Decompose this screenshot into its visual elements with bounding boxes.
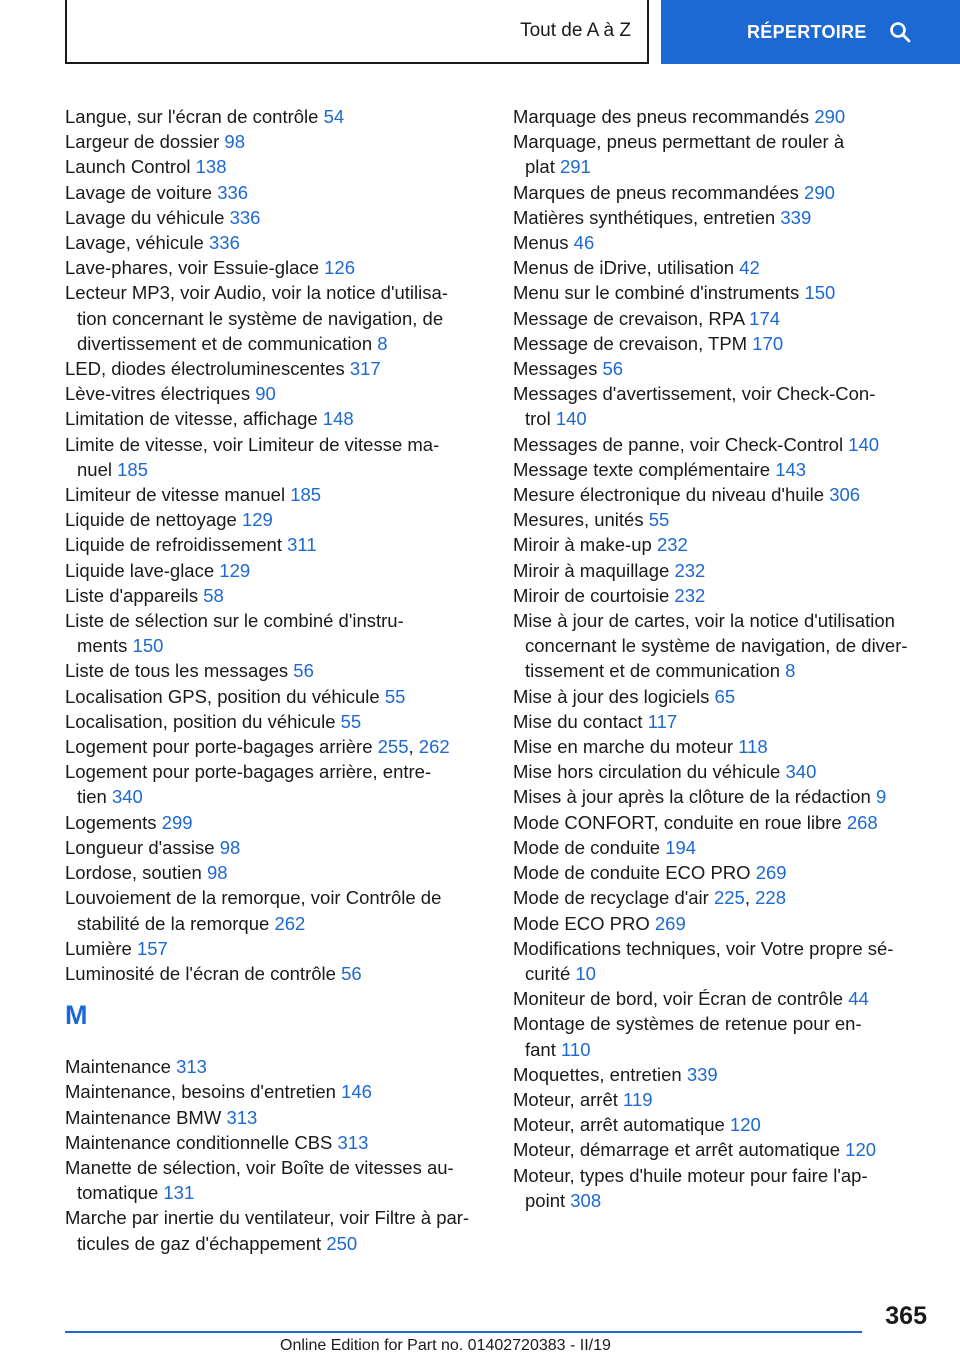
page-link[interactable]: 336 (229, 206, 261, 228)
index-entry-text: Mise à jour des logiciels (513, 685, 710, 707)
index-entry (513, 860, 933, 885)
index-entry-text: Lève-vitres électriques (65, 383, 251, 405)
index-entry-text: Marche par inertie du ventilateur, voir Filtre à par- (65, 1207, 470, 1229)
page-link[interactable]: 250 (326, 1232, 358, 1254)
index-entry-text: Mises à jour après la clôture de la rédaction (513, 786, 871, 808)
index-entry-text: Moteur, arrêt automatique (513, 1114, 725, 1136)
index-entry-text: ments (77, 635, 128, 657)
index-entry (513, 583, 933, 608)
section-letter: M (65, 1000, 88, 1031)
index-entry (513, 709, 933, 734)
index-entry (65, 406, 485, 431)
index-entry-text: Mode ECO PRO (513, 912, 650, 934)
index-entry-text: Menu sur le combiné d'instruments (513, 282, 800, 304)
index-entry-text: Liste de tous les messages (65, 660, 289, 682)
index-entry-text: Lavage, véhicule (65, 232, 204, 254)
index-entry-text: Modifications techniques, voir Votre propre sé- (513, 937, 894, 959)
index-entry-text: Liquide lave-glace (65, 559, 215, 581)
page-link[interactable]: 228 (755, 887, 787, 909)
index-entry (65, 230, 485, 255)
index-entry (513, 532, 933, 557)
index-entry-text: trol (525, 408, 551, 430)
page-link[interactable]: 308 (570, 1189, 602, 1211)
index-entry (65, 154, 485, 179)
index-entry-text: Lavage de voiture (65, 181, 213, 203)
index-entry-text: Manette de sélection, voir Boîte de vitesses au- (65, 1156, 454, 1178)
index-entry-text: Maintenance (65, 1056, 171, 1078)
index-entry (513, 1137, 933, 1162)
index-entry-text: Lecteur MP3, voir Audio, voir la notice d'utilisa- (65, 282, 448, 304)
page-link[interactable]: 339 (780, 206, 812, 228)
index-entry-text: tion concernant le système de navigation, de (77, 307, 444, 329)
index-entry (513, 280, 933, 305)
index-entry-text: Luminosité de l'écran de contrôle (65, 962, 336, 984)
index-entry (65, 507, 485, 532)
page-link[interactable]: 46 (573, 232, 595, 254)
page-link[interactable]: 150 (804, 282, 836, 304)
index-entry-text: Mise en marche du moteur (513, 736, 734, 758)
page-link[interactable]: 98 (219, 836, 241, 858)
index-entry-text: Logements (65, 811, 157, 833)
index-entry (65, 608, 485, 658)
index-entry (513, 1163, 933, 1213)
index-entry (513, 1087, 933, 1112)
page-link[interactable]: 313 (226, 1106, 258, 1128)
footer-divider (65, 1331, 862, 1333)
index-entry (65, 180, 485, 205)
index-entry-text: Limite de vitesse, voir Limiteur de vitesse ma- (65, 433, 440, 455)
index-entry (513, 205, 933, 230)
page-link[interactable]: 225 (713, 887, 745, 909)
index-entry (65, 558, 485, 583)
index-entry-text: ticules de gaz d'échappement (77, 1232, 322, 1254)
index-entry-text: Message texte complémentaire (513, 458, 771, 480)
page-link[interactable]: 56 (293, 660, 314, 682)
index-entry-text: Miroir de courtoisie (513, 584, 670, 606)
index-entry (65, 482, 485, 507)
index-entry (65, 1155, 485, 1205)
page-link[interactable]: 339 (686, 1063, 718, 1085)
index-entry-text: Message de crevaison, RPA (513, 307, 745, 329)
index-entry-text: Messages de panne, voir Check-Control (513, 433, 844, 455)
page-link[interactable]: 232 (656, 534, 688, 556)
index-entry (513, 331, 933, 356)
page-link[interactable]: 9 (876, 786, 887, 808)
index-entry-text: plat (525, 156, 555, 178)
page-link[interactable]: 138 (195, 156, 227, 178)
index-entry: Mode de recyclage d'air 225, 228 (513, 887, 787, 909)
index-entry-text: Messages (513, 358, 598, 380)
index-entry (513, 1011, 933, 1061)
index-entry-text: Mode de recyclage d'air (513, 887, 709, 909)
index-entry (513, 129, 933, 179)
index-entry (513, 104, 933, 129)
page-link[interactable]: 313 (176, 1056, 207, 1078)
index-entry (513, 911, 933, 936)
page-link[interactable]: 340 (785, 761, 817, 783)
search-icon (889, 21, 911, 43)
index-entry-text: Localisation, position du véhicule (65, 710, 336, 732)
index-entry (65, 1105, 485, 1130)
index-entry-text: Menus de iDrive, utilisation (513, 257, 735, 279)
page-link[interactable]: 317 (349, 358, 381, 380)
index-entry-text: divertissement et de communication (77, 332, 373, 354)
index-entry-text: stabilité de la remorque (77, 912, 270, 934)
index-entry-text: concernant le système de navigation, de diver- (525, 635, 908, 657)
index-entry-text: Launch Control (65, 156, 191, 178)
index-entry (513, 356, 933, 381)
index-entry (513, 784, 933, 809)
page-link[interactable]: 55 (384, 685, 406, 707)
page-link[interactable]: 118 (738, 736, 768, 758)
index-entry (65, 205, 485, 230)
index-entry-text: Liquide de refroidissement (65, 534, 282, 556)
page-link[interactable]: 10 (575, 962, 596, 984)
index-entry (513, 810, 933, 835)
index-entry-text: fant (525, 1038, 556, 1060)
index-entry (65, 709, 485, 734)
index-entry-text: Langue, sur l'écran de contrôle (65, 106, 319, 127)
index-entry (513, 608, 933, 684)
index-entry-text: Miroir à make-up (513, 534, 652, 556)
index-entry (513, 507, 933, 532)
page-link[interactable]: 56 (602, 358, 624, 380)
index-entry (65, 860, 485, 885)
index-entry (65, 1079, 485, 1104)
page-link[interactable]: 311 (287, 534, 317, 556)
page-link[interactable]: 42 (739, 257, 760, 279)
index-entry-text: nuel (77, 458, 112, 480)
index-entry-text: Localisation GPS, position du véhicule (65, 685, 380, 707)
page-link[interactable]: 299 (161, 811, 193, 833)
index-entry-text: Moteur, démarrage et arrêt automatique (513, 1139, 841, 1161)
index-entry-text: Moteur, arrêt (513, 1088, 618, 1110)
page-link[interactable]: 148 (322, 408, 354, 430)
index-entry (65, 961, 485, 986)
page-link[interactable]: 269 (755, 862, 787, 884)
index-entry (65, 1130, 485, 1155)
index-entry (513, 1062, 933, 1087)
page-link[interactable]: 174 (749, 307, 781, 329)
index-entry-text: Montage de systèmes de retenue pour en- (513, 1013, 862, 1035)
index-entry-text: point (525, 1189, 566, 1211)
page-link[interactable]: 336 (209, 232, 240, 254)
page-link[interactable]: 170 (752, 332, 784, 354)
index-entry-text: Mise hors circulation du véhicule (513, 761, 781, 783)
index-entry-text: Lavage du véhicule (65, 206, 225, 228)
index-entry-text: Limitation de vitesse, affichage (65, 408, 318, 430)
index-entry-text: Miroir à maquillage (513, 559, 670, 581)
page-link[interactable]: 44 (848, 988, 869, 1010)
index-entry (513, 759, 933, 784)
index-entry-text: Mise à jour de cartes, voir la notice d'utilisation (513, 610, 895, 632)
index-column-left (65, 104, 485, 1256)
index-entry (65, 810, 485, 835)
index-entry (513, 306, 933, 331)
index-entry (65, 129, 485, 154)
page-link[interactable]: 129 (241, 509, 273, 531)
page-link[interactable]: 140 (555, 408, 587, 430)
index-entry-text: Louvoiement de la remorque, voir Contrôle de (65, 887, 442, 909)
index-entry (513, 482, 933, 507)
index-entry-text: Lordose, soutien (65, 862, 202, 884)
page-link[interactable]: 232 (674, 584, 706, 606)
page-link[interactable]: 129 (219, 559, 251, 581)
index-entry (513, 734, 933, 759)
footer-edition: Online Edition for Part no. 01402720383 - II/19 (280, 1337, 611, 1354)
page-link[interactable]: 55 (340, 710, 362, 732)
index-entry-text: Lumière (65, 937, 132, 959)
index-entry-text: Logement pour porte-bagages arrière (65, 736, 373, 758)
page-link[interactable]: 340 (111, 786, 143, 808)
index-entry (513, 684, 933, 709)
page-link[interactable]: 194 (665, 836, 697, 858)
page-link[interactable]: 120 (845, 1139, 877, 1161)
index-entry-text: Lave-phares, voir Essuie-glace (65, 257, 319, 279)
index-entry-text: Marquage des pneus recommandés (513, 106, 810, 127)
page-link[interactable]: 269 (654, 912, 686, 934)
index-entry-text: Mode de conduite (513, 836, 661, 858)
page-link[interactable]: 140 (848, 433, 880, 455)
page-link[interactable]: 185 (290, 484, 322, 506)
index-entry-text: tien (77, 786, 107, 808)
index-entry-text: Matières synthétiques, entretien (513, 206, 776, 228)
page-link[interactable]: 291 (559, 156, 591, 178)
index-entry (65, 583, 485, 608)
index-entry (65, 936, 485, 961)
page-link[interactable]: 8 (785, 660, 796, 682)
page-link[interactable]: 131 (163, 1182, 195, 1204)
index-entry (513, 936, 933, 986)
page-link[interactable]: 117 (647, 710, 678, 732)
page-link[interactable]: 157 (136, 937, 168, 959)
index-entry-text: Maintenance, besoins d'entretien (65, 1081, 336, 1103)
index-entry (65, 104, 485, 129)
index-entry (65, 280, 485, 356)
index-entry (513, 1112, 933, 1137)
page-link[interactable]: 110 (561, 1038, 591, 1060)
page-link[interactable]: 146 (341, 1081, 372, 1103)
page-link[interactable]: 120 (729, 1114, 761, 1136)
index-entry (513, 255, 933, 280)
tab-repertoire-label: RÉPERTOIRE (747, 21, 867, 42)
index-entry (65, 432, 485, 482)
index-entry-text: tissement et de communication (525, 660, 781, 682)
index-entry (513, 432, 933, 457)
index-entry (513, 457, 933, 482)
index-entry-text: Messages d'avertissement, voir Check-Con- (513, 383, 876, 405)
index-entry (65, 684, 485, 709)
index-entry-text: Limiteur de vitesse manuel (65, 484, 286, 506)
index-entry-text: Mode CONFORT, conduite en roue libre (513, 811, 842, 833)
index-entry-text: Mise du contact (513, 710, 643, 732)
index-entry-text: Maintenance conditionnelle CBS (65, 1131, 333, 1153)
page-link[interactable]: 55 (648, 509, 670, 531)
page-link[interactable]: 255 (377, 736, 409, 758)
page-link[interactable]: 143 (775, 458, 807, 480)
index-entry-text: Liquide de nettoyage (65, 509, 237, 531)
index-entry-text: Maintenance BMW (65, 1106, 222, 1128)
index-entry (65, 835, 485, 860)
page-link[interactable]: 313 (337, 1131, 369, 1153)
index-entry-text: Logement pour porte-bagages arrière, entre- (65, 761, 432, 783)
index-entry (65, 255, 485, 280)
tab-repertoire[interactable] (661, 0, 960, 64)
index-column-right (513, 104, 933, 1213)
page-link[interactable]: 98 (206, 862, 228, 884)
index-entry-text: Liste de sélection sur le combiné d'instru- (65, 610, 404, 632)
index-entry (513, 381, 933, 431)
index-entry-text: Mesures, unités (513, 509, 644, 531)
page-link[interactable]: 65 (714, 685, 736, 707)
index-entry (65, 1054, 485, 1079)
index-entry (65, 381, 485, 406)
tab-tout-de-a-a-z-label: Tout de A à Z (520, 20, 631, 41)
page-link[interactable]: 56 (341, 962, 362, 984)
index-entry-text: Mode de conduite ECO PRO (513, 862, 751, 884)
index-entry (65, 356, 485, 381)
index-entry-text: Message de crevaison, TPM (513, 332, 748, 354)
index-entry-text: LED, diodes électroluminescentes (65, 358, 345, 380)
index-entry (513, 230, 933, 255)
index-entry (513, 558, 933, 583)
page-link[interactable]: 119 (623, 1088, 653, 1110)
index-entry-text: Longueur d'assise (65, 836, 215, 858)
tab-tout-de-a-a-z[interactable] (65, 0, 649, 64)
index-entry (65, 885, 485, 935)
index-entry (513, 835, 933, 860)
index-entry-text: Mesure électronique du niveau d'huile (513, 484, 825, 506)
index-entry (65, 532, 485, 557)
index-entry (65, 759, 485, 809)
index-entry-text: curité (525, 962, 571, 984)
index-entry-text: Liste d'appareils (65, 584, 199, 606)
index-entry (65, 1205, 485, 1255)
index-entry-text: Largeur de dossier (65, 131, 220, 153)
page-link[interactable]: 290 (814, 106, 846, 127)
page-link[interactable]: 185 (117, 458, 148, 480)
page-number: 365 (885, 1302, 927, 1330)
page-link[interactable]: 8 (377, 332, 388, 354)
index-entry-text: Moquettes, entretien (513, 1063, 682, 1085)
index-entry-text: Moteur, types d'huile moteur pour faire l'ap- (513, 1164, 868, 1186)
page-link[interactable]: 336 (217, 181, 249, 203)
page-link[interactable]: 58 (203, 584, 224, 606)
page-link[interactable]: 232 (674, 559, 706, 581)
index-entry (513, 180, 933, 205)
page-link[interactable]: 90 (255, 383, 276, 405)
index-entry-text: tomatique (77, 1182, 159, 1204)
page-link[interactable]: 268 (846, 811, 878, 833)
page-link[interactable]: 262 (418, 736, 450, 758)
page-link[interactable]: 290 (804, 181, 835, 203)
page-link[interactable]: 54 (323, 106, 345, 127)
index-entry-text: Marques de pneus recommandées (513, 181, 799, 203)
page-link[interactable]: 98 (224, 131, 245, 153)
index-entry-text: Moniteur de bord, voir Écran de contrôle (513, 988, 844, 1010)
index-entry: Logement pour porte-bagages arrière 255, 262 (65, 736, 450, 758)
index-entry (513, 986, 933, 1011)
page-link[interactable]: 150 (132, 635, 164, 657)
index-entry-text: Menus (513, 232, 569, 254)
page-link[interactable]: 306 (829, 484, 861, 506)
index-entry-text: Marquage, pneus permettant de rouler à (513, 131, 845, 153)
page-link[interactable]: 262 (274, 912, 306, 934)
page-link[interactable]: 126 (324, 257, 356, 279)
index-entry (65, 658, 485, 683)
